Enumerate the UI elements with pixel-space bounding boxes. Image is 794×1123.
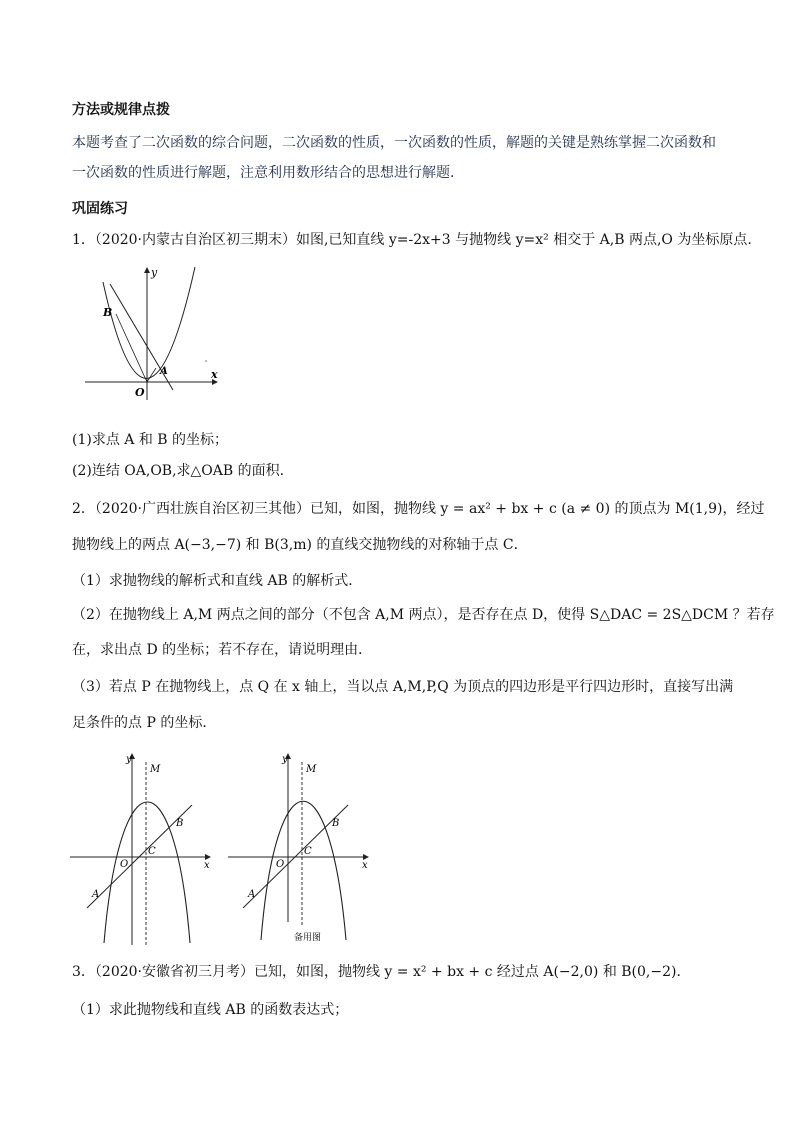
q1-part2: (2)连结 OA,OB,求△OAB 的面积. — [72, 463, 285, 479]
q2-stem-line2: 抛物线上的两点 A(−3,−7) 和 B(3,m) 的直线交抛物线的对称轴于点 C． — [72, 537, 528, 553]
q2-stem-line1: 2．（2020·广西壮族自治区初三其他）已知，如图，抛物线 y = ax² + bx + c (a ≠ 0) 的顶点为 M(1,9)，经过 — [72, 501, 765, 517]
q2a-label-B: B — [176, 818, 184, 829]
q2-part3-line2: 足条件的点 P 的坐标． — [72, 715, 217, 731]
q2a-label-x: x — [204, 860, 210, 871]
q1-label-O: O — [135, 386, 145, 399]
q2-figure-main — [70, 750, 215, 946]
q2-part1: （1）求抛物线的解析式和直线 AB 的解析式． — [72, 573, 363, 589]
q2b-label-B: B — [332, 818, 340, 829]
method-paragraph-line1: 本题考查了二次函数的综合问题，二次函数的性质，一次函数的性质，解题的关键是熟练掌握二次函数和 — [72, 135, 716, 151]
method-paragraph-line2: 一次函数的性质进行解题，注意利用数形结合的思想进行解题． — [72, 165, 464, 181]
q2a-label-O: O — [120, 859, 129, 870]
q2b-label-C: C — [304, 846, 312, 857]
q2b-label-M: M — [306, 764, 317, 775]
q1-label-x: x — [211, 368, 218, 381]
q2a-label-M: M — [150, 764, 161, 775]
q2b-label-x: x — [362, 860, 368, 871]
q2-part3-line1: （3）若点 P 在抛物线上，点 Q 在 x 轴上，当以点 A,M,P,Q 为顶点的四边形是平行四边形时，直接写出满 — [72, 679, 734, 695]
q2a-label-A: A — [92, 889, 100, 900]
q1-label-B: B — [103, 306, 113, 319]
q3-stem: 3．（2020·安徽省初三月考）已知，如图，抛物线 y = x² + bx + c 经过点 A(−2,0) 和 B(0,−2)． — [72, 964, 691, 980]
q2b-caption: 备用图 — [294, 933, 322, 943]
q2b-label-y: y — [282, 754, 288, 765]
method-heading: 方法或规律点拨 — [72, 102, 170, 118]
q2b-label-A: A — [248, 889, 256, 900]
q2a-label-y: y — [126, 754, 132, 765]
q1-figure — [85, 262, 225, 402]
q1-part1: (1)求点 A 和 B 的坐标； — [72, 432, 229, 448]
q1-label-y: y — [151, 266, 158, 279]
practice-heading: 巩固练习 — [72, 201, 128, 217]
q1-parabola — [103, 267, 195, 378]
q2-figure-backup — [228, 750, 373, 946]
q2-part2-line1: （2）在抛物线上 A,M 两点之间的部分（不包含 A,M 两点），是否存在点 D，使得 S△DAC = 2S△DCM ？若存 — [72, 607, 775, 623]
q2-part2-line2: 在，求出点 D 的坐标；若不存在，请说明理由． — [72, 642, 373, 658]
q2a-label-C: C — [148, 846, 156, 857]
q1-stem: 1．（2020·内蒙古自治区初三期末）如图,已知直线 y=-2x+3 与抛物线 y=x² 相交于 A,B 两点,O 为坐标原点. — [72, 232, 752, 248]
q1-label-A: A — [160, 366, 168, 377]
q1-segment-OB — [116, 314, 147, 382]
q2b-label-O: O — [276, 859, 285, 870]
q3-part1: （1）求此抛物线和直线 AB 的函数表达式； — [72, 1002, 349, 1018]
